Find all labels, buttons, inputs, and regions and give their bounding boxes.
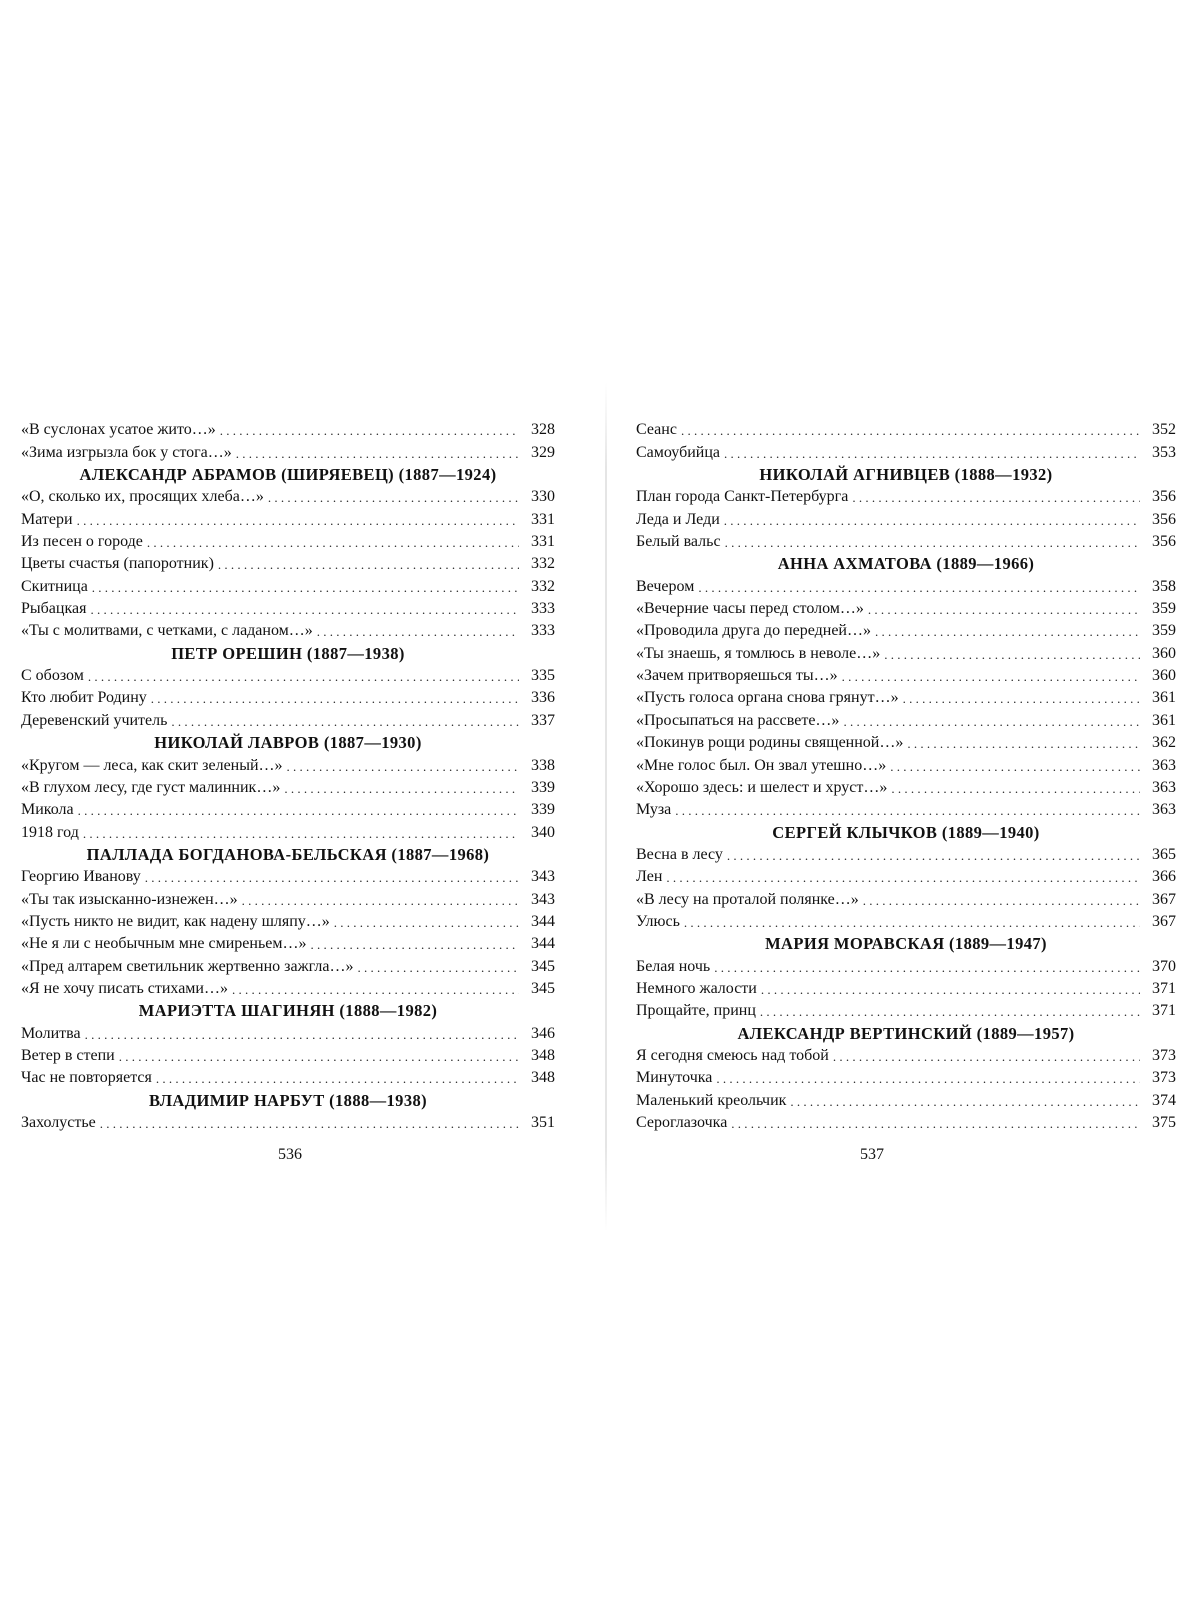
toc-entry-page-number: 361 (1152, 711, 1176, 729)
toc-entry-title: «Зима изгрызла бок у стога…» (21, 443, 232, 461)
toc-entry-title: Скитница (21, 577, 88, 595)
dot-leader (890, 758, 1140, 776)
toc-entry-title: Белая ночь (636, 957, 711, 975)
dot-leader (761, 981, 1140, 999)
toc-entry-page-number: 351 (531, 1114, 555, 1131)
toc-entry-page-number: 360 (1152, 644, 1176, 662)
author-heading (21, 1088, 555, 1110)
toc-entry-title: Маленький креольчик (636, 1091, 787, 1109)
page-number-left: 536 (278, 1146, 302, 1163)
toc-entry-title: Микола (21, 801, 74, 819)
toc-entry-page-number: 333 (531, 622, 555, 640)
toc-entry-title: «Кругом — леса, как скит зеленый…» (21, 756, 283, 774)
toc-entry (636, 530, 1176, 552)
dot-leader (287, 758, 519, 776)
toc-entry (21, 552, 555, 574)
dot-leader (727, 847, 1140, 865)
author-heading (21, 999, 555, 1021)
toc-entry-page-number: 346 (531, 1024, 555, 1042)
toc-entry-page-number: 371 (1152, 979, 1176, 997)
toc-entry (21, 776, 555, 798)
toc-entry-title: Сеанс (636, 421, 677, 439)
dot-leader (852, 489, 1140, 507)
toc-entry-title: «Проводила друга до передней…» (636, 622, 871, 640)
toc-entry (636, 999, 1176, 1021)
book-gutter (605, 382, 607, 1232)
toc-entry (21, 887, 555, 909)
author-heading-text: НИКОЛАЙ ЛАВРОВ (1887—1930) (154, 733, 422, 753)
dot-leader (675, 802, 1140, 820)
toc-entry-page-number: 373 (1152, 1046, 1176, 1064)
toc-entry-page-number: 358 (1152, 577, 1176, 595)
author-heading (21, 641, 555, 663)
author-heading (21, 843, 555, 865)
toc-entry (636, 619, 1176, 641)
author-heading-text: НИКОЛАЙ АГНИВЦЕВ (1888—1932) (759, 465, 1053, 485)
right-page-contents (636, 418, 1176, 1133)
toc-entry-title: Прощайте, принц (636, 1002, 756, 1020)
toc-entry-page-number: 365 (1152, 845, 1176, 863)
toc-entry (21, 686, 555, 708)
toc-entry-page-number: 338 (531, 756, 555, 774)
dot-leader (77, 512, 519, 530)
author-heading (636, 552, 1176, 574)
toc-entry-title: Минуточка (636, 1069, 713, 1087)
toc-entry (21, 954, 555, 976)
toc-entry-page-number: 367 (1152, 912, 1176, 930)
toc-entry-title: Лен (636, 868, 663, 886)
toc-entry-title: «Я не хочу писать стихами…» (21, 979, 228, 997)
toc-entry (636, 1044, 1176, 1066)
dot-leader (357, 959, 519, 977)
toc-entry-page-number: 343 (531, 890, 555, 908)
toc-entry-title: «В суслонах усатое жито…» (21, 421, 216, 439)
author-heading-text: ПЕТР ОРЕШИН (1887—1938) (171, 643, 405, 663)
toc-entry-title: 1918 год (21, 823, 79, 841)
dot-leader (903, 690, 1140, 708)
toc-entry (21, 485, 555, 507)
toc-entry (21, 798, 555, 820)
toc-entry (21, 753, 555, 775)
toc-entry-page-number: 337 (531, 711, 555, 729)
author-heading-text: МАРИЭТТА ШАГИНЯН (1888—1982) (138, 1001, 438, 1021)
toc-entry-title: «В глухом лесу, где густ малинник…» (21, 778, 281, 796)
dot-leader (842, 668, 1140, 686)
toc-entry-title: «В лесу на проталой полянке…» (636, 890, 859, 908)
dot-leader (90, 601, 519, 619)
toc-entry-page-number: 367 (1152, 890, 1176, 908)
toc-entry-title: «Пусть голоса органа снова грянут…» (636, 689, 899, 707)
author-heading (21, 463, 555, 485)
toc-entry (636, 887, 1176, 909)
toc-entry-page-number: 339 (531, 801, 555, 819)
toc-entry-title: «Хорошо здесь: и шелест и хруст…» (636, 778, 888, 796)
toc-entry-page-number: 356 (1152, 533, 1176, 551)
toc-entry (21, 530, 555, 552)
author-heading (636, 1021, 1176, 1043)
dot-leader (78, 802, 519, 820)
toc-entry-title: Георгию Иванову (21, 868, 141, 886)
dot-leader (83, 825, 519, 843)
toc-entry-page-number: 345 (531, 979, 555, 997)
toc-entry (21, 1111, 555, 1133)
toc-entry-title: «Не я ли с необычным мне смиреньем…» (21, 935, 307, 953)
toc-list-left (21, 418, 555, 1133)
toc-entry-page-number: 335 (531, 667, 555, 685)
dot-leader (907, 735, 1140, 753)
toc-entry (21, 1021, 555, 1043)
toc-entry (21, 910, 555, 932)
dot-leader (156, 1070, 519, 1088)
toc-entry (21, 820, 555, 842)
dot-leader (884, 646, 1140, 664)
author-heading-text: СЕРГЕЙ КЛЫЧКОВ (1889—1940) (772, 822, 1040, 842)
toc-entry-title: Я сегодня смеюсь над тобой (636, 1046, 829, 1064)
dot-leader (716, 1070, 1140, 1088)
toc-entry-page-number: 344 (531, 912, 555, 930)
toc-entry-page-number: 359 (1152, 600, 1176, 618)
toc-entry-title: «Ты с молитвами, с четками, с ладаном…» (21, 622, 313, 640)
toc-entry-page-number: 366 (1152, 868, 1176, 886)
dot-leader (843, 713, 1140, 731)
toc-entry-page-number: 356 (1152, 488, 1176, 506)
dot-leader (875, 623, 1140, 641)
toc-entry-page-number: 360 (1152, 667, 1176, 685)
toc-entry-page-number: 370 (1152, 957, 1176, 975)
toc-entry-title: Час не повторяется (21, 1069, 152, 1087)
dot-leader (268, 489, 519, 507)
dot-leader (724, 445, 1140, 463)
author-heading (636, 820, 1176, 842)
toc-entry-page-number: 331 (531, 510, 555, 528)
dot-leader (218, 556, 519, 574)
toc-entry (636, 686, 1176, 708)
toc-entry (636, 597, 1176, 619)
dot-leader (85, 1026, 519, 1044)
toc-entry-page-number: 363 (1152, 756, 1176, 774)
toc-entry-page-number: 363 (1152, 778, 1176, 796)
toc-entry-title: Ветер в степи (21, 1046, 115, 1064)
toc-entry (636, 910, 1176, 932)
toc-entry-title: «Мне голос был. Он звал утешно…» (636, 756, 887, 774)
toc-entry (636, 977, 1176, 999)
toc-entry (636, 708, 1176, 730)
toc-entry (21, 708, 555, 730)
author-heading-text: АННА АХМАТОВА (1889—1966) (777, 554, 1035, 574)
toc-entry-page-number: 329 (531, 443, 555, 461)
toc-entry-page-number: 328 (531, 421, 555, 439)
toc-entry-title: Цветы счастья (папоротник) (21, 555, 214, 573)
toc-entry-title: «Просыпаться на рассвете…» (636, 711, 840, 729)
toc-entry (21, 865, 555, 887)
toc-entry-page-number: 375 (1152, 1114, 1176, 1131)
author-heading-text: ПАЛЛАДА БОГДАНОВА-БЕЛЬСКАЯ (1887—1968) (86, 844, 490, 864)
toc-entry (636, 574, 1176, 596)
toc-entry-title: «Пусть никто не видит, как надену шляпу…» (21, 912, 330, 930)
dot-leader (334, 914, 519, 932)
toc-entry (636, 1066, 1176, 1088)
toc-entry-page-number: 333 (531, 600, 555, 618)
dot-leader (863, 892, 1140, 910)
toc-entry (636, 507, 1176, 529)
dot-leader (868, 601, 1140, 619)
dot-leader (151, 690, 519, 708)
toc-entry-title: План города Санкт-Петербурга (636, 488, 849, 506)
dot-leader (725, 534, 1140, 552)
dot-leader (698, 579, 1140, 597)
toc-entry (21, 1044, 555, 1066)
author-heading-text: ВЛАДИМИР НАРБУТ (1888—1938) (148, 1090, 428, 1110)
toc-entry-title: «Вечерние часы перед столом…» (636, 600, 864, 618)
toc-entry-title: Рыбацкая (21, 600, 87, 618)
toc-entry (21, 664, 555, 686)
toc-list-right (636, 418, 1176, 1133)
toc-entry-title: Матери (21, 510, 73, 528)
author-heading-text: МАРИЯ МОРАВСКАЯ (1889—1947) (765, 934, 1047, 954)
toc-entry (636, 776, 1176, 798)
page-number-right: 537 (860, 1146, 884, 1163)
toc-entry (21, 440, 555, 462)
dot-leader (147, 534, 519, 552)
toc-entry-title: Из песен о городе (21, 533, 143, 551)
toc-entry-page-number: 336 (531, 689, 555, 707)
toc-entry-title: Белый вальс (636, 533, 721, 551)
dot-leader (232, 981, 519, 999)
toc-entry (636, 843, 1176, 865)
toc-entry (21, 418, 555, 440)
toc-entry-page-number: 356 (1152, 510, 1176, 528)
toc-entry (636, 485, 1176, 507)
toc-entry-page-number: 361 (1152, 689, 1176, 707)
toc-entry (21, 619, 555, 641)
dot-leader (171, 713, 519, 731)
author-heading (636, 463, 1176, 485)
toc-entry-title: «О, сколько их, просящих хлеба…» (21, 488, 264, 506)
toc-entry (636, 954, 1176, 976)
author-heading (21, 731, 555, 753)
dot-leader (681, 422, 1140, 440)
toc-entry-title: Молитва (21, 1024, 81, 1042)
toc-entry-page-number: 330 (531, 488, 555, 506)
toc-entry-page-number: 331 (531, 533, 555, 551)
toc-entry-page-number: 362 (1152, 734, 1176, 752)
dot-leader (833, 1048, 1140, 1066)
toc-entry-title: Сероглазочка (636, 1114, 728, 1131)
toc-entry (636, 664, 1176, 686)
toc-entry-page-number: 352 (1152, 421, 1176, 439)
toc-entry (21, 507, 555, 529)
toc-entry-page-number: 353 (1152, 443, 1176, 461)
toc-entry-page-number: 340 (531, 823, 555, 841)
toc-entry-title: Кто любит Родину (21, 689, 147, 707)
toc-entry-title: «Зачем притворяешься ты…» (636, 667, 838, 685)
toc-entry-title: «Ты так изысканно-изнежен…» (21, 890, 238, 908)
toc-entry (636, 1111, 1176, 1133)
author-heading-text: АЛЕКСАНДР АБРАМОВ (ШИРЯЕВЕЦ) (1887—1924) (79, 465, 497, 485)
toc-entry (21, 977, 555, 999)
author-heading (636, 932, 1176, 954)
toc-entry (21, 574, 555, 596)
toc-entry (636, 731, 1176, 753)
dot-leader (284, 780, 519, 798)
toc-entry (636, 440, 1176, 462)
toc-entry-title: «Покинув рощи родины священной…» (636, 734, 904, 752)
dot-leader (724, 512, 1140, 530)
dot-leader (145, 869, 519, 887)
toc-entry-title: С обозом (21, 667, 84, 685)
toc-entry-page-number: 344 (531, 935, 555, 953)
author-heading-text: АЛЕКСАНДР ВЕРТИНСКИЙ (1889—1957) (737, 1023, 1075, 1043)
dot-leader (310, 936, 519, 954)
dot-leader (242, 892, 519, 910)
toc-entry (21, 1066, 555, 1088)
dot-leader (317, 623, 519, 641)
toc-entry (636, 418, 1176, 440)
toc-entry-page-number: 359 (1152, 622, 1176, 640)
toc-entry-page-number: 363 (1152, 801, 1176, 819)
toc-entry (636, 1088, 1176, 1110)
dot-leader (88, 668, 519, 686)
toc-entry-page-number: 348 (531, 1069, 555, 1087)
toc-entry-page-number: 332 (531, 577, 555, 595)
toc-entry-title: Улюсь (636, 912, 680, 930)
toc-entry-title: Деревенский учитель (21, 711, 168, 729)
dot-leader (220, 422, 519, 440)
toc-entry-page-number: 374 (1152, 1091, 1176, 1109)
dot-leader (684, 914, 1140, 932)
dot-leader (119, 1048, 519, 1066)
toc-entry-page-number: 345 (531, 957, 555, 975)
toc-entry-title: «Пред алтарем светильник жертвенно зажгла…» (21, 957, 354, 975)
dot-leader (714, 959, 1140, 977)
toc-entry (636, 641, 1176, 663)
toc-entry (636, 798, 1176, 820)
toc-entry-title: Вечером (636, 577, 695, 595)
toc-entry-title: Самоубийца (636, 443, 721, 461)
dot-leader (100, 1115, 519, 1133)
toc-entry (636, 753, 1176, 775)
toc-entry-title: Захолустье (21, 1114, 96, 1131)
toc-entry-title: Немного жалости (636, 979, 757, 997)
toc-entry-title: Леда и Леди (636, 510, 720, 528)
dot-leader (891, 780, 1140, 798)
dot-leader (790, 1093, 1140, 1111)
toc-entry-page-number: 371 (1152, 1002, 1176, 1020)
dot-leader (92, 579, 519, 597)
dot-leader (760, 1003, 1140, 1021)
toc-entry-page-number: 343 (531, 868, 555, 886)
toc-entry (21, 597, 555, 619)
toc-entry-title: «Ты знаешь, я томлюсь в неволе…» (636, 644, 881, 662)
toc-entry-page-number: 348 (531, 1046, 555, 1064)
toc-entry-page-number: 332 (531, 555, 555, 573)
toc-entry (21, 932, 555, 954)
toc-entry-page-number: 339 (531, 778, 555, 796)
toc-entry-title: Весна в лесу (636, 845, 723, 863)
toc-entry (636, 865, 1176, 887)
toc-entry-page-number: 373 (1152, 1069, 1176, 1087)
dot-leader (236, 445, 519, 463)
dot-leader (666, 869, 1140, 887)
dot-leader (731, 1115, 1140, 1133)
toc-entry-title: Муза (636, 801, 672, 819)
left-page-contents (21, 418, 555, 1133)
